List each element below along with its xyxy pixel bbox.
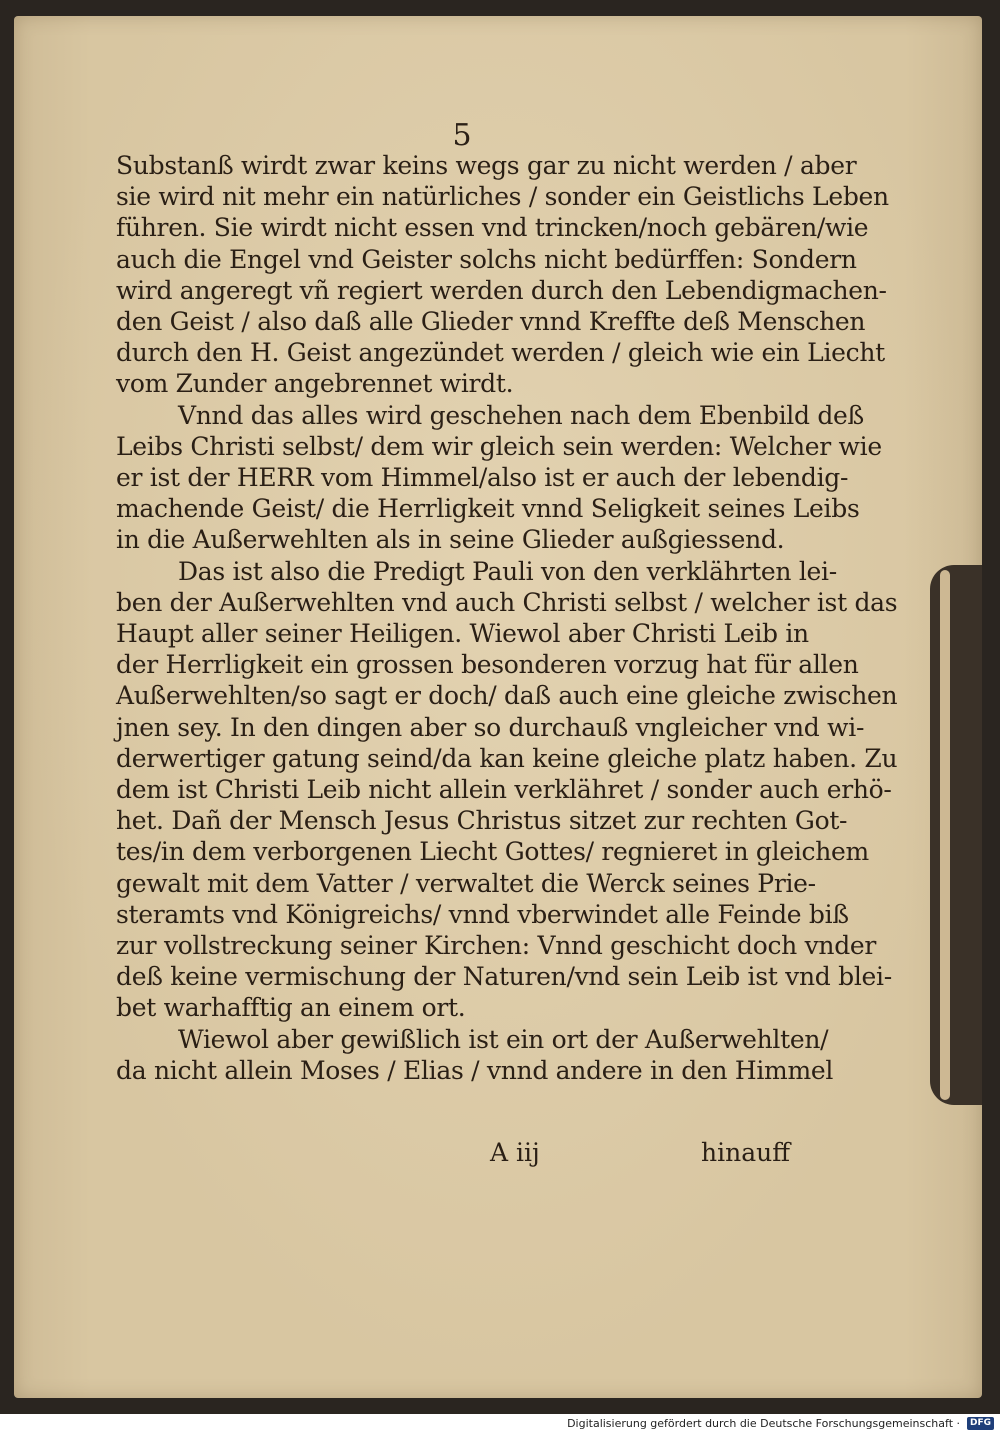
footer-bar bbox=[0, 1414, 1000, 1434]
text-line: vom Zunder angebrennet wirdt. bbox=[116, 369, 514, 399]
text-line: Substanß wirdt zwar keins wegs gar zu nicht werden / aber bbox=[116, 151, 857, 180]
text-line: der Herrligkeit ein grossen besonderen vorzug hat für allen bbox=[116, 650, 859, 680]
text-line: den Geist / also daß alle Glieder vnnd Kreffte deß Menschen bbox=[116, 307, 866, 337]
text-line: durch den H. Geist angezündet werden / gleich wie ein Liecht bbox=[116, 338, 885, 368]
text-line: Haupt aller seiner Heiligen. Wiewol aber Christi Leib in bbox=[116, 619, 809, 649]
footer-credit: Digitalisierung gefördert durch die Deutsche Forschungsgemeinschaft · bbox=[567, 1417, 960, 1430]
text-line: bet warhafftig an einem ort. bbox=[116, 993, 466, 1023]
text-line: gewalt mit dem Vatter / verwaltet die Werck seines Prie- bbox=[116, 868, 816, 898]
signature-mark: A iij bbox=[490, 1138, 540, 1167]
catchline bbox=[490, 1138, 790, 1172]
text-line: Leibs Christi selbst/ dem wir gleich sein werden: Welcher wie bbox=[116, 431, 882, 461]
text-line: zur vollstreckung seiner Kirchen: Vnnd geschicht doch vnder bbox=[116, 931, 877, 961]
text-line: da nicht allein Moses / Elias / vnnd andere in den Himmel bbox=[116, 1055, 834, 1085]
text-line: Wiewol aber gewißlich ist ein ort der Außerwehlten/ bbox=[178, 1024, 829, 1054]
page-edge-shadow bbox=[930, 565, 982, 1105]
text-line: deß keine vermischung der Naturen/vnd sein Leib ist vnd blei- bbox=[116, 962, 892, 992]
text-line: tes/in dem verborgenen Liecht Gottes/ regnieret in gleichem bbox=[116, 837, 869, 867]
text-line: auch die Engel vnd Geister solchs nicht bedürffen: Sondern bbox=[116, 244, 857, 274]
text-line: ben der Außerwehlten vnd auch Christi selbst / welcher ist das bbox=[116, 587, 898, 617]
text-line: Außerwehlten/so sagt er doch/ daß auch eine gleiche zwischen bbox=[116, 681, 898, 711]
body-text bbox=[116, 150, 898, 1086]
text-line: jnen sey. In den dingen aber so durchauß vngleicher vnd wi- bbox=[116, 712, 865, 742]
text-line: führen. Sie wirdt nicht essen vnd trincken/noch gebären/wie bbox=[116, 213, 869, 243]
text-line: er ist der HERR vom Himmel/also ist er auch der lebendig- bbox=[116, 463, 849, 493]
text-line: steramts vnd Königreichs/ vnnd vberwindet alle Feinde biß bbox=[116, 899, 849, 929]
text-line: sie wird nit mehr ein natürliches / sonder ein Geistlichs Leben bbox=[116, 182, 889, 212]
text-line: Vnnd das alles wird geschehen nach dem Ebenbild deß bbox=[178, 400, 864, 430]
page-number: 5 bbox=[452, 118, 472, 153]
page-edge-fold bbox=[940, 570, 950, 1100]
text-line: het. Dañ der Mensch Jesus Christus sitzet zur rechten Got- bbox=[116, 806, 848, 836]
catchword: hinauff bbox=[701, 1138, 790, 1167]
text-line: derwertiger gatung seind/da kan keine gleiche platz haben. Zu bbox=[116, 743, 898, 773]
text-line: wird angeregt vñ regiert werden durch den Lebendigmachen- bbox=[116, 275, 887, 305]
dfg-logo: DFG bbox=[967, 1417, 994, 1430]
text-line: Das ist also die Predigt Pauli von den verklährten lei- bbox=[178, 556, 837, 586]
text-line: in die Außerwehlten als in seine Glieder außgiessend. bbox=[116, 525, 785, 555]
text-line: dem ist Christi Leib nicht allein verklähret / sonder auch erhö- bbox=[116, 775, 892, 805]
text-line: machende Geist/ die Herrligkeit vnnd Seligkeit seines Leibs bbox=[116, 494, 860, 524]
